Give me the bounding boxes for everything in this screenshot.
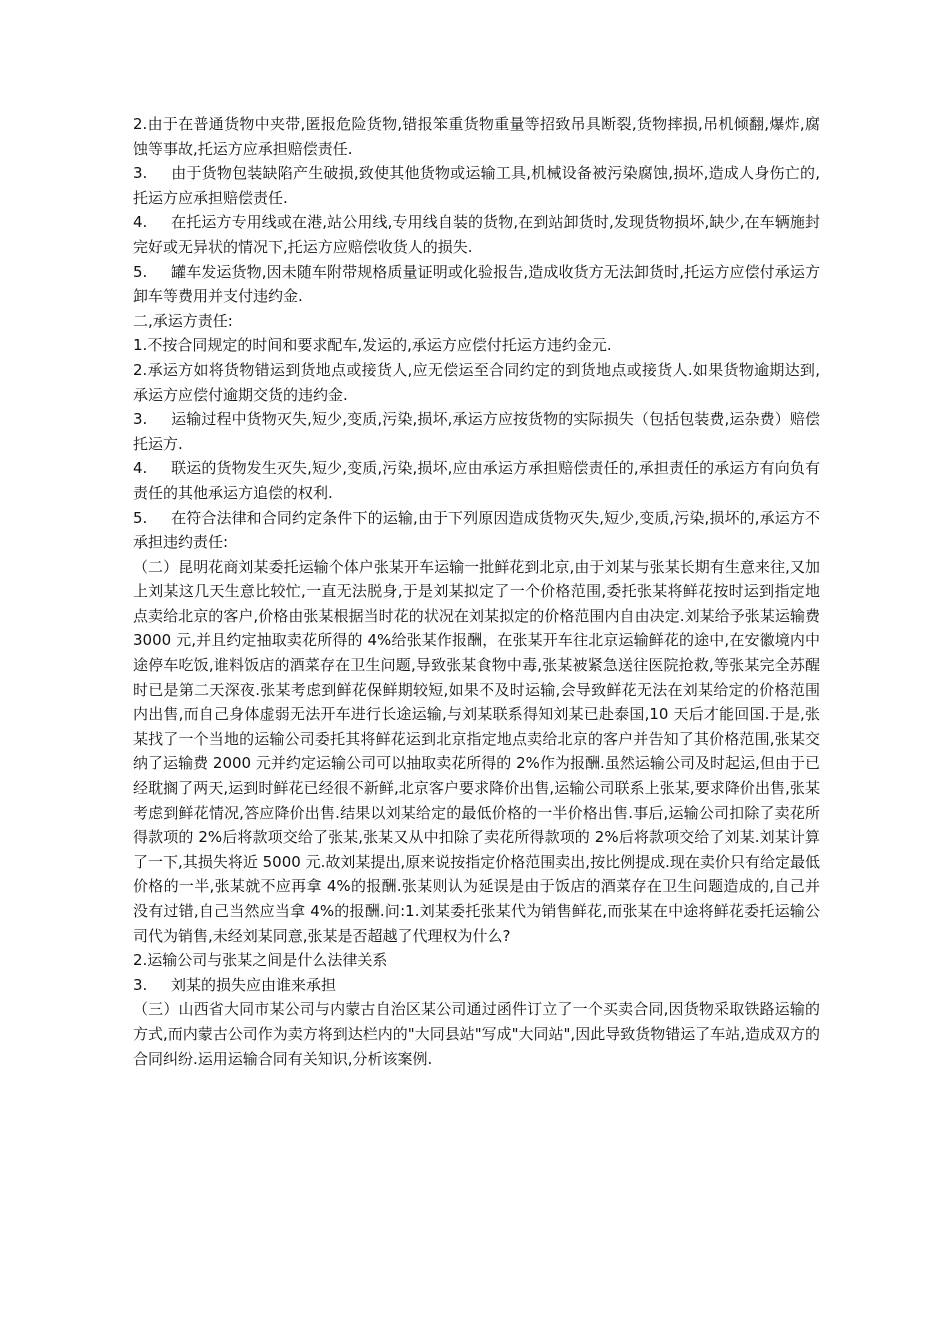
item-number: 5. <box>133 262 148 281</box>
item-text: 运输过程中货物灭失,短少,变质,污染,损坏,承运方应按货物的实际损失（包括包装费,运杂费）赔偿托运方. <box>133 410 820 453</box>
item-number: 4. <box>133 459 148 478</box>
item-text: 不按合同规定的时间和要求配车,发运的,承运方应偿付托运方违约金元. <box>147 336 612 355</box>
carrier-item-3 <box>133 407 820 456</box>
item-number: 2. <box>133 115 148 133</box>
item-text: 由于货物包装缺陷产生破损,致使其他货物或运输工具,机械设备被污染腐蚀,损坏,造成人身伤亡的,托运方应承担赔偿责任. <box>133 164 820 207</box>
question-2: 2.运输公司与张某之间是什么法律关系 <box>133 951 388 970</box>
shipper-item-2 <box>133 112 820 161</box>
item-number: 4. <box>133 213 148 232</box>
item-text: 由于在普通货物中夹带,匿报危险货物,错报笨重货物重量等招致吊具断裂,货物摔损,吊机倾翻,爆炸,腐蚀等事故,托运方应承担赔偿责任. <box>133 115 820 158</box>
item-text: 罐车发运货物,因未随车附带规格质量证明或化验报告,造成收货方无法卸货时,托运方应偿付承运方卸车等费用并支付违约金. <box>133 262 820 306</box>
question-3 <box>133 973 820 998</box>
item-text: 在托运方专用线或在港,站公用线,专用线自装的货物,在到站卸货时,发现货物损坏,缺少,在车辆施封完好或无异状的情况下,托运方应赔偿收货人的损失. <box>133 213 820 256</box>
carrier-item-5 <box>133 506 820 555</box>
carrier-item-1 <box>133 333 820 358</box>
carrier-item-4 <box>133 456 820 505</box>
document-page <box>133 112 820 1071</box>
item-number: 3. <box>133 975 148 994</box>
item-text: 刘某的损失应由谁来承担 <box>171 975 337 994</box>
carrier-heading: 二,承运方责任: <box>133 311 233 330</box>
item-text: 在符合法律和合同约定条件下的运输,由于下列原因造成货物灭失,短少,变质,污染,损坏的,承运方不承担违约责任: <box>133 508 820 552</box>
item-number: 1. <box>133 336 148 355</box>
carrier-item-2 <box>133 358 820 407</box>
item-text: 联运的货物发生灭失,短少,变质,污染,损坏,应由承运方承担赔偿责任的,承担责任的承运方有向负有责任的其他承运方追偿的权利. <box>133 459 820 502</box>
item-number: 3. <box>133 164 148 183</box>
shipper-item-5 <box>133 260 820 309</box>
item-number: 3. <box>133 410 148 429</box>
item-text: 承运方如将货物错运到货地点或接货人,应无偿运至合同约定的到货地点或接货人.如果货物逾期达到,承运方应偿付逾期交货的违约金. <box>133 360 820 404</box>
case-three-paragraph: （三）山西省大同市某公司与内蒙古自治区某公司通过函件订立了一个买卖合同,因货物采取铁路运输的方式,而内蒙古公司作为卖方将到达栏内的"大同县站"写成"大同站",因此导致货物错运了车站,造成双方的合同纠纷.运用运输合同有关知识,分析该案例. <box>133 1000 820 1068</box>
item-number: 5. <box>133 508 148 527</box>
case-two-paragraph: （二）昆明花商刘某委托运输个体户张某开车运输一批鲜花到北京,由于刘某与张某长期有生意来往,又加上刘某这几天生意比较忙,一直无法脱身,于是刘某拟定了一个价格范围,委托张某将鲜花按时运到指定地点卖给北京的客户,价格由张某根据当时花的状况在刘某拟定的价格范围内自由决定.刘某给予张某运输费 3000 元,并且约定抽取卖花所得的 4%给张某作报酬，在张某开车往北京运输鲜花的途中,在安徽境内中途停车吃饭,谁料饭店的酒菜存在卫生问题,导致张某食物中毒,张某被紧急送往医院抢救,等张某完全苏醒时已是第二天深夜.张某考虑到鲜花保鲜期较短,如果不及时运输,会导致鲜花无法在刘某给定的价格范围内出售,而自己身体虚弱无法开车进行长途运输,与刘某联系得知刘某已赴泰国,10 天后才能回国.于是,张某找了一个当地的运输公司委托其将鲜花运到北京指定地点卖给北京的客户并告知了其价格范围,张某交纳了运输费 2000 元并约定运输公司可以抽取卖花所得的 2%作为报酬.虽然运输公司及时起运,但由于已经耽搁了两天,运到时鲜花已经很不新鲜,北京客户要求降价出售,运输公司联系上张某,要求降价出售,张某考虑到鲜花情况,答应降价出售.结果以刘某给定的最低价格的一半价格出售.事后,运输公司扣除了卖花所得款项的 2%后将款项交给了张某,张某又从中扣除了卖花所得款项的 2%后将款项交给了刘某.刘某计算了一下,其损失将近 5000 元.故刘某提出,原来说按指定价格范围卖出,按比例提成.现在卖价只有给定最低价格的一半,张某就不应再拿 4%的报酬.张某则认为延误是由于饭店的酒菜存在卫生问题造成的,自己并没有过错,自己当然应当拿 4%的报酬.问:1.刘某委托张某代为销售鲜花,而张某在中途将鲜花委托运输公司代为销售,未经刘某同意,张某是否超越了代理权为什么? <box>133 557 820 945</box>
item-number: 2. <box>133 360 148 379</box>
shipper-item-3 <box>133 161 820 210</box>
shipper-item-4 <box>133 210 820 259</box>
